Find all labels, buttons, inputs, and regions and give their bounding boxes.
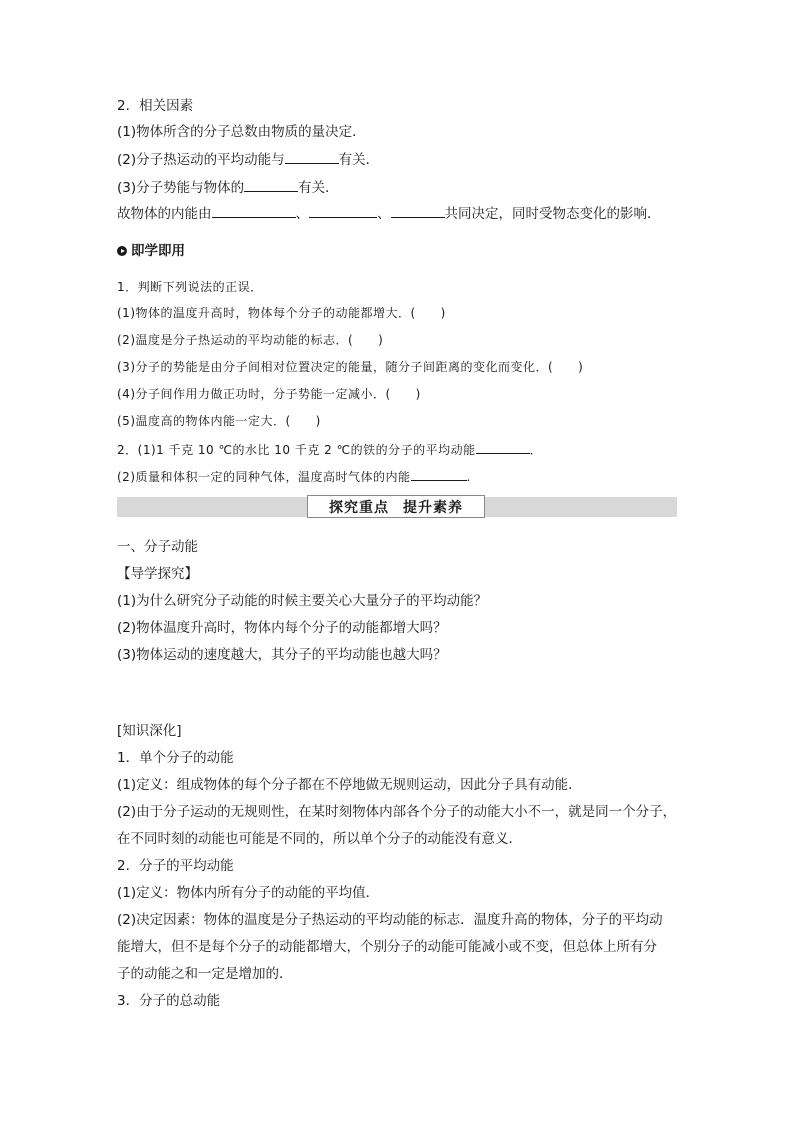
factor-line-3 (117, 177, 339, 198)
factor-line-3-text: (3)分子势能与物体的 (117, 180, 245, 196)
answer-blank[interactable] (285, 149, 339, 164)
answer-blank[interactable] (212, 203, 296, 218)
knowledge-2-definition: (1)定义：物体内所有分子的动能的平均值． (117, 885, 380, 901)
banner-right-text: 提升素养 (403, 499, 463, 516)
knowledge-point-2: 2．分子的平均动能 (117, 858, 234, 874)
question-1-item-2: (2)温度是分子热运动的平均动能的标志．( ) (117, 333, 384, 347)
separator: 、 (377, 206, 391, 222)
answer-blank[interactable] (309, 203, 377, 218)
question-1-item-1: (1)物体的温度升高时，物体每个分子的动能都增大．( ) (117, 306, 446, 320)
question-1: 1．判断下列说法的正误． (117, 280, 263, 294)
knowledge-1-detail-a: (2)由于分子运动的无规则性，在某时刻物体内部各个分子的动能大小不一，就是同一个分子， (117, 804, 677, 820)
factors-heading: 2．相关因素 (117, 98, 194, 114)
practice-heading (117, 241, 185, 261)
factor-line-2-tail: 有关． (338, 152, 380, 168)
factor-line-3-tail: 有关． (298, 180, 339, 196)
separator: 、 (295, 206, 309, 222)
guide-heading: 【导学探究】 (117, 566, 198, 582)
knowledge-2-detail-a: (2)决定因素：物体的温度是分子热运动的平均动能的标志．温度升高的物体，分子的平均动 (117, 912, 663, 928)
section-banner (307, 495, 485, 518)
question-2-item-1-text: 2．(1)1 千克 10 ℃的水比 10 千克 2 ℃的铁的分子的平均动能 (117, 443, 476, 457)
guide-question-1: (1)为什么研究分子动能的时候主要关心大量分子的平均动能？ (117, 593, 488, 609)
answer-blank[interactable] (391, 203, 445, 218)
knowledge-1-definition: (1)定义：组成物体的每个分子都在不停地做无规则运动，因此分子具有动能． (117, 777, 582, 793)
knowledge-heading: [知识深化] (117, 723, 182, 739)
knowledge-point-3: 3．分子的总动能 (117, 993, 221, 1009)
factor-line-1: (1)物体所含的分子总数由物质的量决定． (117, 124, 366, 140)
period: ． (529, 443, 543, 457)
guide-question-3: (3)物体运动的速度越大，其分子的平均动能也越大吗？ (117, 647, 447, 663)
play-circle-icon (117, 246, 127, 256)
question-2-item-2 (117, 466, 471, 487)
question-1-item-5: (5)温度高的物体内能一定大．( ) (117, 414, 321, 428)
answer-blank[interactable] (244, 177, 298, 192)
knowledge-1-detail-b: 在不同时刻的动能也可能是不同的，所以单个分子的动能没有意义． (117, 831, 522, 847)
practice-heading-text: 即学即用 (131, 243, 185, 259)
factor-line-2-text: (2)分子热运动的平均动能与 (117, 152, 285, 168)
internal-energy-text: 故物体的内能由 (117, 206, 212, 222)
question-1-item-4: (4)分子间作用力做正功时，分子势能一定减小．( ) (117, 387, 421, 401)
section-title: 一、分子动能 (117, 539, 198, 555)
question-2-item-1 (117, 439, 542, 460)
answer-blank[interactable] (476, 439, 530, 454)
guide-question-2: (2)物体温度升高时，物体内每个分子的动能都增大吗？ (117, 620, 447, 636)
factor-line-2 (117, 149, 379, 170)
internal-energy-line (117, 203, 661, 224)
knowledge-2-detail-c: 子的动能之和一定是增加的． (117, 966, 293, 982)
question-2-item-2-text: (2)质量和体积一定的同种气体，温度高时气体的内能 (117, 470, 411, 484)
question-1-item-3: (3)分子的势能是由分子间相对位置决定的能量，随分子间距离的变化而变化．( ) (117, 360, 584, 374)
knowledge-point-1: 1．单个分子的动能 (117, 750, 234, 766)
period: . (466, 470, 471, 484)
knowledge-2-detail-b: 能增大，但不是每个分子的动能都增大，个别分子的动能可能减小或不变，但总体上所有分 (117, 939, 657, 955)
answer-blank[interactable] (411, 466, 467, 481)
banner-left-text: 探究重点 (329, 499, 389, 516)
internal-energy-tail: 共同决定，同时受物态变化的影响． (444, 206, 661, 222)
